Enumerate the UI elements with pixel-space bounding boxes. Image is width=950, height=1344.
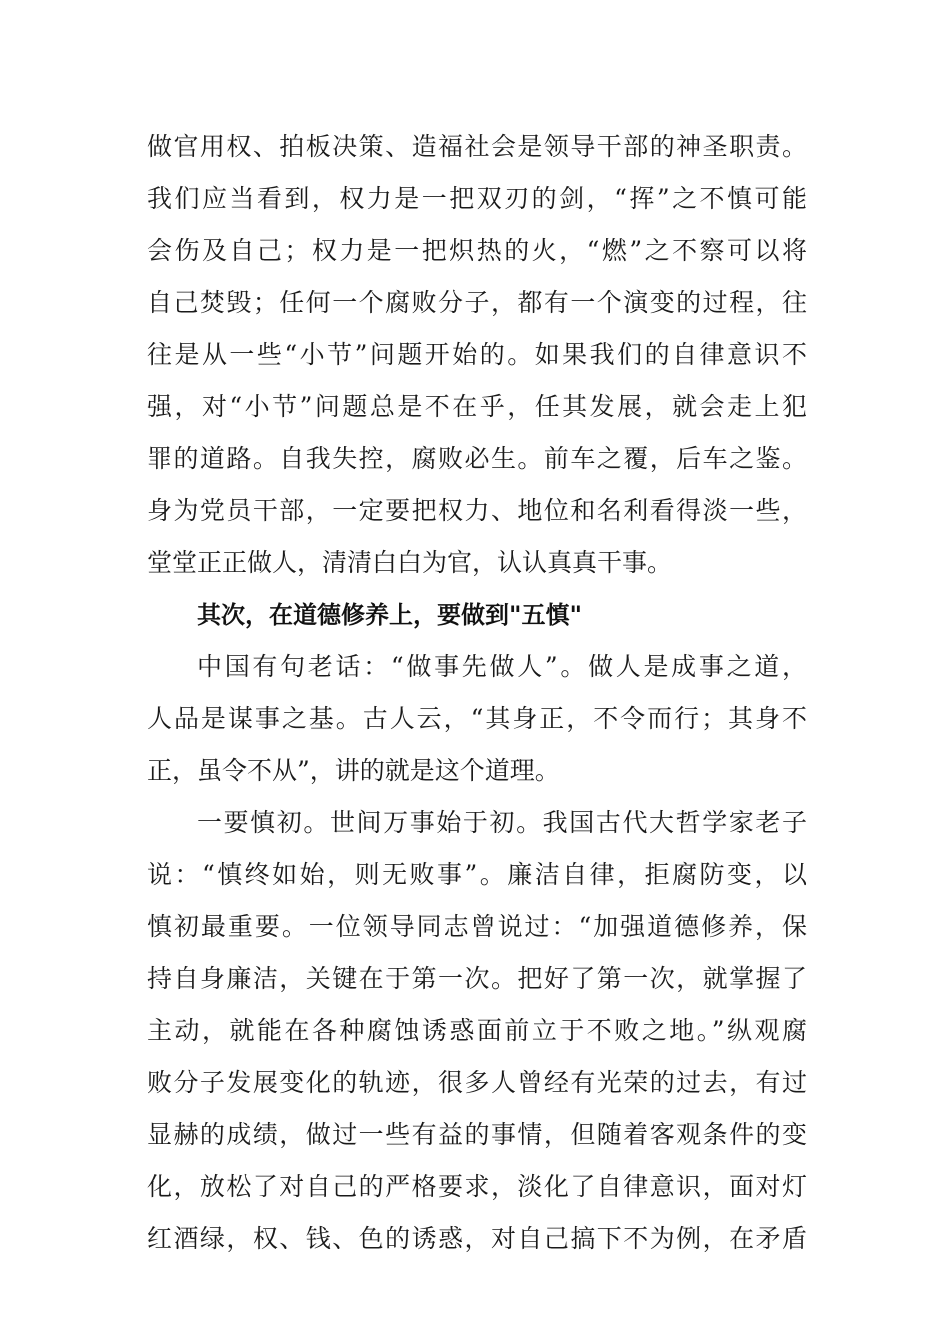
text-line: 身为党员干部，一定要把权力、地位和名利看得淡一些， bbox=[147, 496, 807, 525]
text-line: 自己焚毁；任何一个腐败分子，都有一个演变的过程，往 bbox=[147, 288, 807, 317]
text-line: 人品是谋事之基。古人云，“其身正，不令而行；其身不 bbox=[147, 704, 807, 733]
section-heading: 其次，在道德修养上，要做到"五慎" bbox=[197, 601, 583, 629]
text-line: 强，对“小节”问题总是不在乎，任其发展，就会走上犯 bbox=[147, 392, 807, 421]
text-line: 往是从一些“小节”问题开始的。如果我们的自律意识不 bbox=[147, 340, 807, 369]
text-line: 显赫的成绩，做过一些有益的事情，但随着客观条件的变 bbox=[147, 1120, 807, 1149]
text-line: 会伤及自己；权力是一把炽热的火，“燃”之不察可以将 bbox=[147, 236, 807, 265]
text-line: 持自身廉洁，关键在于第一次。把好了第一次，就掌握了 bbox=[147, 964, 807, 993]
text-line: 我们应当看到，权力是一把双刃的剑，“挥”之不慎可能 bbox=[147, 184, 807, 213]
text-line: 正，虽令不从”，讲的就是这个道理。 bbox=[147, 756, 560, 785]
text-line: 做官用权、拍板决策、造福社会是领导干部的神圣职责。 bbox=[147, 132, 807, 161]
text-line: 说：“慎终如始，则无败事”。廉洁自律，拒腐防变，以 bbox=[147, 860, 807, 889]
text-line: 化，放松了对自己的严格要求，淡化了自律意识，面对灯 bbox=[147, 1172, 807, 1201]
text-line: 罪的道路。自我失控，腐败必生。前车之覆，后车之鉴。 bbox=[147, 444, 807, 473]
text-line: 一要慎初。世间万事始于初。我国古代大哲学家老子 bbox=[197, 808, 807, 837]
text-line: 堂堂正正做人，清清白白为官，认认真真干事。 bbox=[147, 548, 673, 577]
text-line: 中国有句老话：“做事先做人”。做人是成事之道， bbox=[197, 652, 807, 681]
text-line: 主动，就能在各种腐蚀诱惑面前立于不败之地。”纵观腐 bbox=[147, 1016, 807, 1045]
text-line: 红酒绿，权、钱、色的诱惑，对自己搞下不为例，在矛盾 bbox=[147, 1224, 807, 1253]
text-line: 慎初最重要。一位领导同志曾说过：“加强道德修养，保 bbox=[147, 912, 807, 941]
text-line: 败分子发展变化的轨迹，很多人曾经有光荣的过去，有过 bbox=[147, 1068, 807, 1097]
